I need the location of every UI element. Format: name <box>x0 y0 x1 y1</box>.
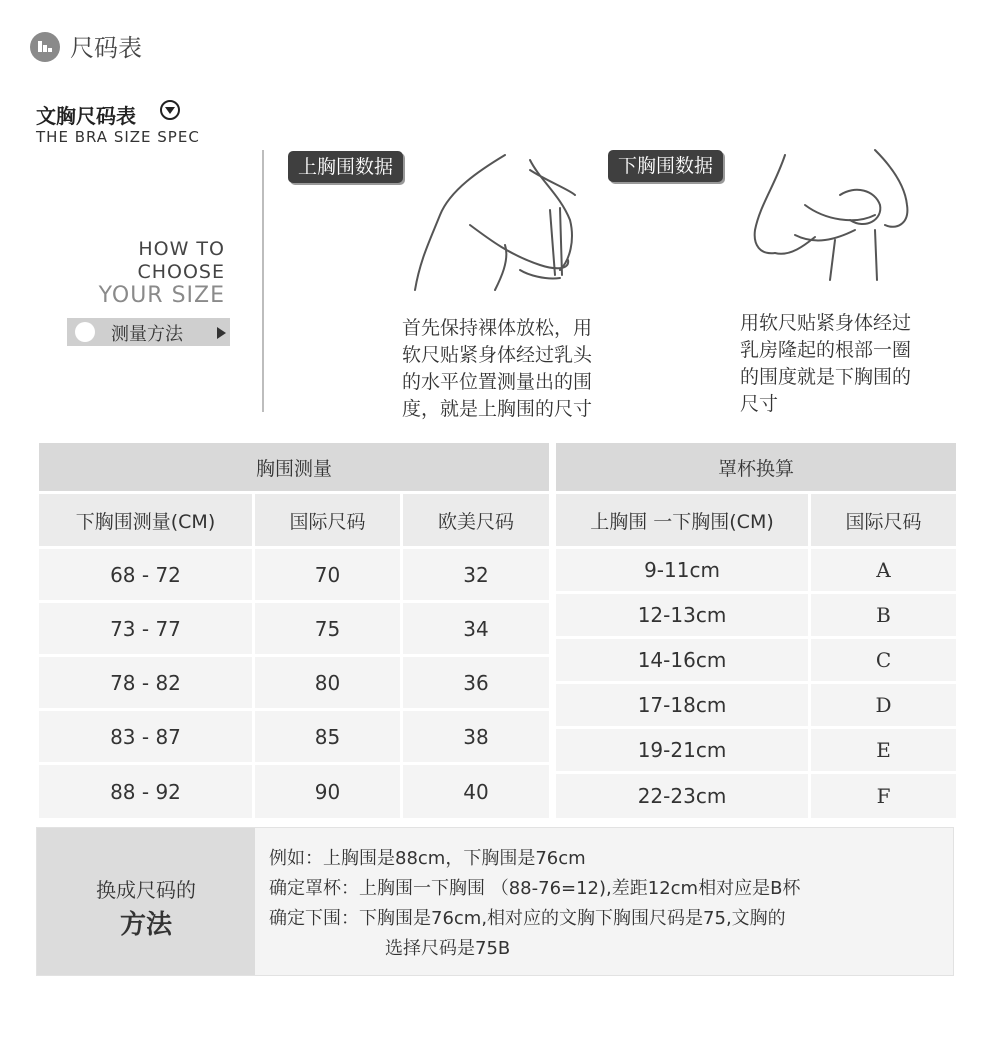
table-cell: 22-23cm <box>555 773 810 820</box>
cup-conversion-table <box>553 440 959 821</box>
lower-desc-line: 乳房隆起的根部一圈 <box>740 339 912 361</box>
bra-size-subtitle: THE BRA SIZE SPEC <box>36 128 200 146</box>
table-cell: 12-13cm <box>555 593 810 638</box>
measure-icon <box>75 322 95 342</box>
table-title: 胸围测量 <box>38 442 551 493</box>
lower-bust-description <box>740 310 960 418</box>
table-row <box>555 773 958 820</box>
table-cell: 80 <box>254 656 402 710</box>
measure-method-label <box>67 318 230 346</box>
upper-desc-line: 的水平位置测量出的围 <box>402 371 593 393</box>
chest-measurement-table <box>36 440 552 821</box>
lower-desc-line: 尺寸 <box>740 393 779 415</box>
column-header: 下胸围测量(CM) <box>38 493 254 548</box>
method-example <box>269 844 800 964</box>
table-cell: 9-11cm <box>555 548 810 593</box>
table-cell: 75 <box>254 602 402 656</box>
table-cell: 88 - 92 <box>38 764 254 820</box>
upper-desc-line: 度，就是上胸围的尺寸 <box>402 398 593 420</box>
table-cell: 40 <box>402 764 551 820</box>
size-chart-icon <box>30 32 60 62</box>
table-cell: 32 <box>402 548 551 602</box>
bra-size-title: 文胸尺码表 <box>36 104 136 128</box>
lower-bust-tag: 下胸围数据 <box>608 150 723 182</box>
example-line: 确定下围：下胸围是76cm,相对应的文胸下胸围尺码是75,文胸的 <box>269 908 786 929</box>
how-to-choose <box>99 238 225 307</box>
measure-method-text: 测量方法 <box>111 324 183 345</box>
table-cell: 73 - 77 <box>38 602 254 656</box>
column-header: 上胸围 一下胸围(CM) <box>555 493 810 548</box>
column-header: 欧美尺码 <box>402 493 551 548</box>
page-title: 尺码表 <box>70 34 142 62</box>
table-row <box>38 548 551 602</box>
lower-bust-illustration <box>745 145 915 285</box>
upper-bust-tag: 上胸围数据 <box>288 151 403 183</box>
table-cell: E <box>810 728 958 773</box>
column-header: 国际尺码 <box>254 493 402 548</box>
chevron-down-icon <box>160 100 180 120</box>
lower-desc-line: 用软尺贴紧身体经过 <box>740 312 912 334</box>
table-cell: 83 - 87 <box>38 710 254 764</box>
example-line: 例如：上胸围是88cm，下胸围是76cm <box>269 848 586 869</box>
method-label-line1: 换成尺码的 <box>96 878 196 902</box>
table-cell: A <box>810 548 958 593</box>
table-row <box>38 602 551 656</box>
table-cell: 19-21cm <box>555 728 810 773</box>
upper-desc-line: 首先保持裸体放松，用 <box>402 317 593 339</box>
table-cell: 78 - 82 <box>38 656 254 710</box>
table-cell: 36 <box>402 656 551 710</box>
example-line: 确定罩杯：上胸围一下胸围 （88-76=12),差距12cm相对应是B杯 <box>269 878 801 899</box>
table-cell: 14-16cm <box>555 638 810 683</box>
table-cell: 68 - 72 <box>38 548 254 602</box>
howto-line-3: YOUR SIZE <box>98 283 225 308</box>
lower-desc-line: 的围度就是下胸围的 <box>740 366 912 388</box>
table-cell: 90 <box>254 764 402 820</box>
table-cell: 38 <box>402 710 551 764</box>
table-row <box>38 656 551 710</box>
table-row <box>38 710 551 764</box>
howto-line-1: HOW TO <box>138 238 225 260</box>
table-cell: 70 <box>254 548 402 602</box>
method-label-panel <box>37 828 255 975</box>
table-cell: 85 <box>254 710 402 764</box>
table-row <box>38 764 551 820</box>
table-cell: B <box>810 593 958 638</box>
table-row <box>555 728 958 773</box>
table-title: 罩杯换算 <box>555 442 958 493</box>
conversion-method-box <box>36 827 954 976</box>
table-row <box>555 683 958 728</box>
table-cell: 17-18cm <box>555 683 810 728</box>
divider <box>262 150 264 412</box>
table-cell: C <box>810 638 958 683</box>
table-cell: 34 <box>402 602 551 656</box>
table-cell: D <box>810 683 958 728</box>
table-cell: F <box>810 773 958 820</box>
upper-desc-line: 软尺贴紧身体经过乳头 <box>402 344 593 366</box>
upper-bust-illustration <box>410 150 590 295</box>
method-label-line2: 方法 <box>119 910 172 940</box>
upper-bust-description <box>402 315 647 423</box>
howto-line-2: CHOOSE <box>137 261 225 283</box>
table-row <box>555 593 958 638</box>
play-arrow-icon <box>217 327 226 339</box>
table-row <box>555 638 958 683</box>
column-header: 国际尺码 <box>810 493 958 548</box>
example-line: 选择尺码是75B <box>385 938 511 959</box>
table-row <box>555 548 958 593</box>
